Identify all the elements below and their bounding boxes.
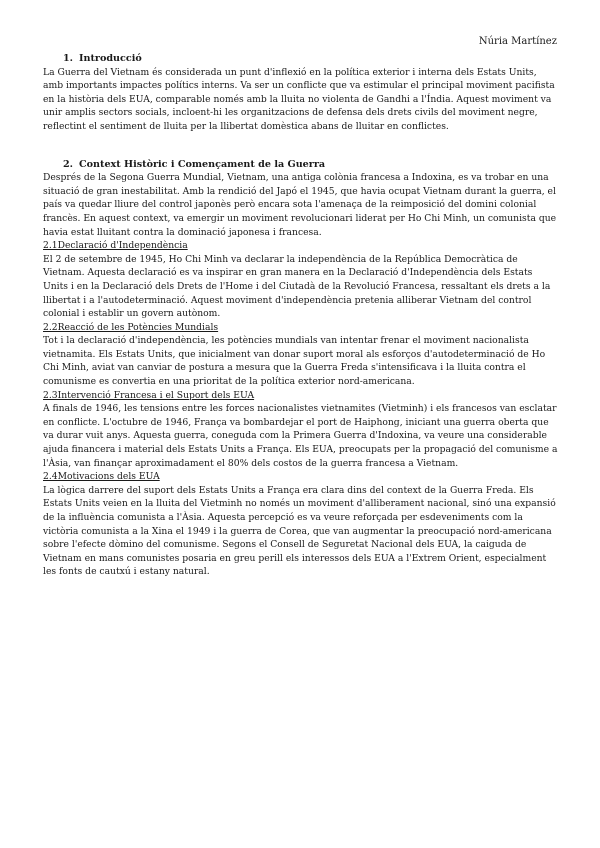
author-name: Núria Martínez — [478, 36, 557, 47]
section-number: 1. — [63, 53, 74, 64]
document-body — [43, 52, 558, 579]
subsection-heading-motivacions: 2.4Motivacions dels EUA — [43, 471, 160, 483]
subsection-paragraph-declaracio: El 2 de setembre de 1945, Ho Chi Minh va declarar la independència de la República Democràtica de Vietnam. Aquesta declaració es va inspirar en gran manera en la Declaració d'Independència dels Estats Units i en la Declaració dels Drets de l'Home i del Ciutadà de la Revolució Francesa, ressaltant els drets a la llibertat i a l'autodeterminació. Aquest moviment d'independència pretenia alliberar Vietnam del control colonial i establir un govern autònom. — [43, 253, 551, 320]
section-heading-context — [43, 158, 558, 172]
section-title: Introducció — [79, 53, 142, 64]
spacer — [43, 134, 558, 158]
subsection-heading-intervencio: 2.3Intervenció Francesa i el Suport dels EUA — [43, 389, 255, 401]
section-paragraph-context: Després de la Segona Guerra Mundial, Vietnam, una antiga colònia francesa a Indoxina, es va trobar en una situació de gran inestabilitat. Amb la rendició del Japó el 1945, que havia ocupat Vietnam durant la guerra, el país va quedar lliure del control japonès però encara sota l'amenaça de la reimposició del domini colonial francès. En aquest context, va emergir un moviment revolucionari liderat per Ho Chi Minh, un comunista que havia estat lluitant contra la dominació japonesa i francesa. — [43, 172, 557, 238]
subsection-paragraph-reaccio: Tot i la declaració d'independència, les potències mundials van intentar frenar el moviment nacionalista vietnamita. Els Estats Units, que inicialment van donar suport moral als esforços d'autodeterminació de Ho Chi Minh, aviat van canviar de postura a mesura que la Guerra Freda s'intensificava i la lluita contra el comunisme es convertia en una prioritat de la política exterior nord-americana. — [43, 335, 546, 388]
section-number: 2. — [63, 158, 74, 170]
subsection-paragraph-intervencio: A finals de 1946, les tensions entre les forces nacionalistes vietnamites (Vietminh) i els francesos van esclatar en conflicte. L'octubre de 1946, França va bombardejar el port de Haiphong, iniciant una guerra oberta que va durar vuit anys. Aquesta guerra, coneguda com la Primera Guerra d'Indoxina, va veure una considerable ajuda financera i material dels Estats Units a França. Els EUA, preocupats per la propagació del comunisme a l'Àsia, van finançar aproximadament el 80% dels costos de la guerra francesa a Vietnam. — [43, 403, 558, 469]
section-heading-introduccio — [43, 52, 558, 66]
subsection-paragraph-motivacions: La lògica darrere del suport dels Estats Units a França era clara dins del context de la Guerra Freda. Els Estats Units veien en la lluita del Vietminh no només un moviment d'alliberament nacional, sinó una expansió de la influència comunista a l'Àsia. Aquesta percepció es va veure reforçada per esdeveniments com la victòria comunista a la Xina el 1949 i la guerra de Corea, que van augmentar la preocupació nord-americana sobre l'efecte dòmino del comunisme. Segons el Consell de Seguretat Nacional dels EUA, la caiguda de Vietnam en mans comunistes posaria en greu perill els interessos dels EUA a l'Extrem Orient, especialment les fonts de cautxú i estany natural. — [43, 484, 556, 578]
section-paragraph-introduccio: La Guerra del Vietnam és considerada un punt d'inflexió en la política exterior i interna dels Estats Units, amb importants impactes polítics interns. Va ser un conflicte que va estimular el principal moviment pacifista en la història dels EUA, comparable només amb la lluita no violenta de Gandhi a l'Índia. Aquest moviment va unir amplis sectors socials, incloent-hi les organitzacions de defensa dels drets civils del moviment negre, reflectint el sentiment de lluita per la llibertat domèstica abans de lluitar en conflictes. — [43, 66, 555, 132]
section-title: Context Històric i Començament de la Guerra — [79, 158, 326, 170]
subsection-heading-reaccio: 2.2Reacció de les Potències Mundials — [43, 321, 219, 333]
subsection-heading-declaracio: 2.1Declaració d'Independència — [43, 240, 188, 252]
